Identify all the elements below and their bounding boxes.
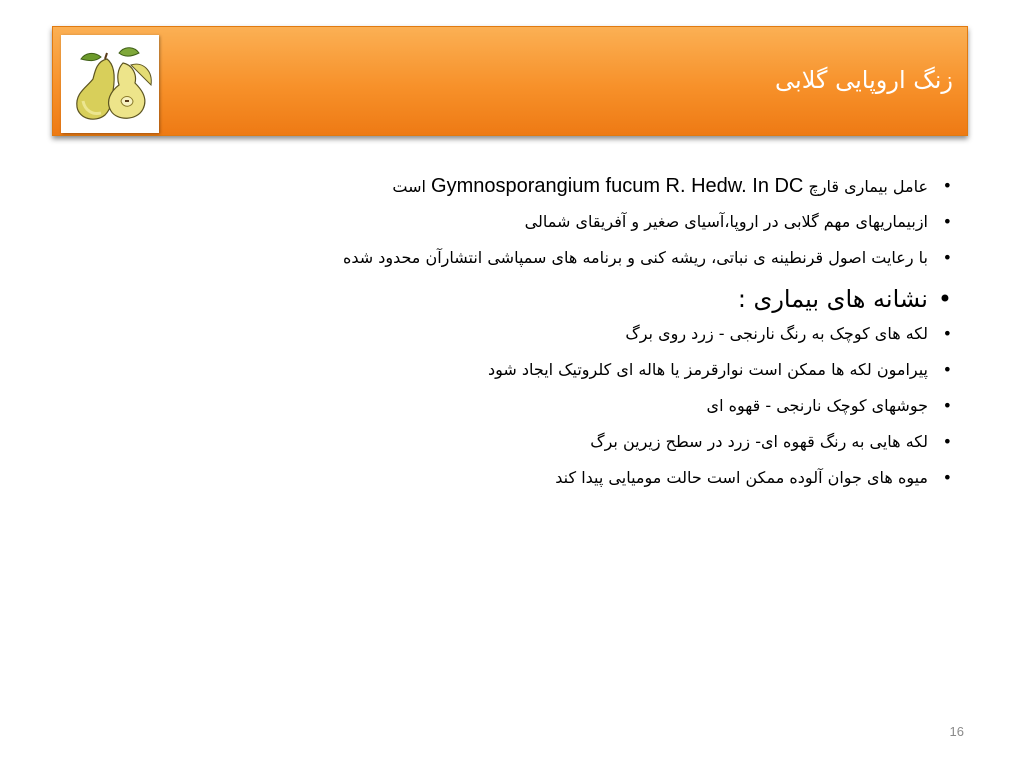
bullet-dot: •: [942, 212, 952, 231]
bullet-text: جوشهای کوچک نارنجی - قهوه ای: [706, 396, 928, 415]
bullet-item: [112, 248, 952, 284]
bullet-text: پیرامون لکه ها ممکن است نوارقرمز یا هاله ای کلروتیک ایجاد شود: [487, 360, 928, 379]
bullet-text: با رعایت اصول قرنطینه ی نباتی، ریشه کنی و برنامه های سمپاشی انتشارآن محدود شده: [342, 248, 928, 267]
bullet-text: ازبیماریهای مهم گلابی در اروپا،آسیای صغیر و آفریقای شمالی: [524, 212, 928, 231]
bullet-item: [112, 324, 952, 360]
bullet-text: لکه های کوچک به رنگ نارنجی - زرد روی برگ: [625, 324, 928, 343]
pathogen-name: Gymnosporangium fucum R. Hedw. In DC: [431, 175, 804, 197]
bullet-text-end: است: [392, 177, 432, 196]
symptoms-heading: [112, 284, 952, 324]
bullet-text: عامل بیماری قارچ: [803, 177, 928, 196]
bullet-dot: •: [937, 285, 952, 313]
page-number: 16: [949, 724, 964, 739]
bullet-item: [112, 212, 952, 248]
bullet-dot: •: [942, 396, 952, 415]
bullet-dot: •: [942, 432, 952, 451]
bullet-item: [112, 176, 952, 212]
pear-icon: [61, 35, 159, 133]
bullet-item: [112, 396, 952, 432]
bullet-item: [112, 468, 952, 504]
bullet-dot: •: [942, 248, 952, 267]
heading-text: نشانه های بیماری :: [737, 285, 928, 313]
logo: [61, 35, 159, 133]
bullet-text: لکه هایی به رنگ قهوه ای- زرد در سطح زیرین برگ: [590, 432, 928, 451]
bullet-dot: •: [942, 176, 952, 195]
bullet-dot: •: [942, 468, 952, 487]
slide-title: زنگ اروپایی گلابی: [775, 66, 953, 94]
bullet-text: میوه های جوان آلوده ممکن است حالت مومیایی پیدا کند: [555, 468, 928, 487]
bullet-dot: •: [942, 324, 952, 343]
title-bar: [52, 26, 968, 136]
bullet-item: [112, 432, 952, 468]
bullet-item: [112, 360, 952, 396]
bullet-list: [112, 176, 952, 504]
bullet-dot: •: [942, 360, 952, 379]
